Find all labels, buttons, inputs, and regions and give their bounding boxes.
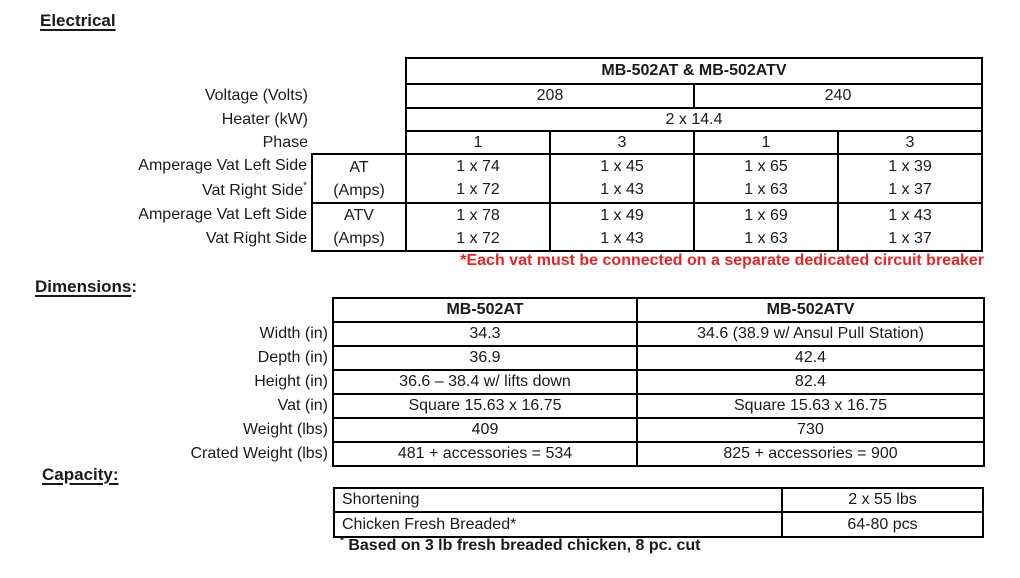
phase-cell: 3 — [838, 131, 982, 154]
heater-row-label: Heater (kW) — [221, 110, 308, 128]
dimension-value-cell: 34.3 — [333, 322, 637, 346]
dimension-value-cell: 409 — [333, 418, 637, 442]
atv-left-amp-cell: 1 x 78 — [406, 203, 550, 227]
asterisk-superscript: * — [303, 180, 307, 192]
atv-left-amp-cell: 1 x 69 — [694, 203, 838, 227]
dimension-row-label: Crated Weight (lbs) — [190, 445, 328, 462]
at-right-label-text: Vat Right Side — [202, 181, 304, 199]
dimension-value-cell: 42.4 — [637, 346, 984, 370]
electrical-heading — [40, 11, 116, 31]
spacer-cell — [312, 108, 406, 131]
at-amps-cell — [312, 154, 406, 203]
at-unit-label: (Amps) — [333, 181, 385, 199]
dimensions-heading — [35, 277, 137, 297]
amperage-atv-left-label: Amperage Vat Left Side — [138, 206, 307, 223]
amperage-at-left-label: Amperage Vat Left Side — [138, 157, 307, 174]
dimensions-col-header-atv: MB-502ATV — [637, 298, 984, 322]
dimension-value-cell: 36.9 — [333, 346, 637, 370]
atv-unit-label: (Amps) — [333, 230, 385, 247]
voltage-240-cell: 240 — [694, 84, 982, 108]
spacer-cell — [60, 298, 333, 322]
spacer-cell — [312, 58, 406, 84]
amperage-atv-right-label: Vat Right Side — [205, 230, 307, 247]
voltage-row-label: Voltage (Volts) — [204, 87, 308, 104]
phase-cell: 3 — [550, 131, 694, 154]
at-label: AT — [349, 158, 369, 176]
atv-left-amp-cell: 1 x 43 — [838, 203, 982, 227]
dimension-row-label: Weight (lbs) — [242, 421, 328, 438]
capacity-row-label: Shortening — [334, 488, 782, 512]
dimension-value-cell: 825 + accessories = 900 — [637, 442, 984, 466]
dimension-value-cell: 36.6 – 38.4 w/ lifts down — [333, 370, 637, 394]
dimensions-heading-text: Dimensions — [35, 277, 132, 296]
at-right-amp-cell: 1 x 43 — [550, 178, 694, 203]
phase-cell: 1 — [694, 131, 838, 154]
dimension-value-cell: 481 + accessories = 534 — [333, 442, 637, 466]
phase-row-label: Phase — [262, 133, 308, 151]
dimension-row-label: Width (in) — [259, 325, 328, 342]
asterisk-superscript: * — [340, 535, 344, 547]
dimension-value-cell: Square 15.63 x 16.75 — [637, 394, 984, 418]
dimensions-col-header-at: MB-502AT — [333, 298, 637, 322]
atv-right-amp-cell: 1 x 37 — [838, 227, 982, 251]
capacity-value-cell: 64-80 pcs — [782, 512, 983, 537]
atv-left-amp-cell: 1 x 49 — [550, 203, 694, 227]
at-left-amp-cell: 1 x 65 — [694, 154, 838, 178]
atv-right-amp-cell: 1 x 43 — [550, 227, 694, 251]
electrical-table — [60, 57, 983, 252]
atv-amps-cell — [312, 203, 406, 251]
atv-right-amp-cell: 1 x 72 — [406, 227, 550, 251]
phase-cell: 1 — [406, 131, 550, 154]
at-right-amp-cell: 1 x 37 — [838, 178, 982, 203]
atv-right-amp-cell: 1 x 63 — [694, 227, 838, 251]
dimension-value-cell: 82.4 — [637, 370, 984, 394]
capacity-footnote-text: Based on 3 lb fresh breaded chicken, 8 pc. cut — [343, 537, 701, 554]
circuit-breaker-warning: *Each vat must be connected on a separate dedicated circuit breaker — [460, 252, 984, 269]
dimensions-table — [60, 297, 985, 467]
capacity-table — [333, 487, 984, 538]
amperage-at-right-label — [60, 178, 312, 203]
dimension-value-cell: Square 15.63 x 16.75 — [333, 394, 637, 418]
spacer-cell — [312, 84, 406, 108]
dimensions-heading-colon: : — [131, 277, 138, 296]
atv-label: ATV — [344, 207, 374, 224]
dimension-row-label: Depth (in) — [257, 349, 328, 366]
capacity-heading — [42, 465, 119, 485]
spacer-cell — [60, 58, 312, 84]
dimension-row-label: Vat (in) — [277, 397, 328, 414]
at-left-amp-cell: 1 x 39 — [838, 154, 982, 178]
at-left-amp-cell: 1 x 45 — [550, 154, 694, 178]
at-left-amp-cell: 1 x 74 — [406, 154, 550, 178]
capacity-value-cell: 2 x 55 lbs — [782, 488, 983, 512]
at-right-amp-cell: 1 x 63 — [694, 178, 838, 203]
dimension-value-cell: 34.6 (38.9 w/ Ansul Pull Station) — [637, 322, 984, 346]
capacity-footnote — [340, 537, 700, 555]
electrical-heading-text: Electrical — [40, 11, 116, 30]
at-right-amp-cell: 1 x 72 — [406, 178, 550, 203]
capacity-heading-text: Capacity: — [42, 465, 119, 484]
spacer-cell — [312, 131, 406, 154]
heater-value-cell: 2 x 14.4 — [406, 108, 982, 131]
electrical-table-title: MB-502AT & MB-502ATV — [406, 58, 982, 84]
dimension-value-cell: 730 — [637, 418, 984, 442]
voltage-208-cell: 208 — [406, 84, 694, 108]
capacity-row-label: Chicken Fresh Breaded* — [334, 512, 782, 537]
dimension-row-label: Height (in) — [254, 373, 328, 390]
